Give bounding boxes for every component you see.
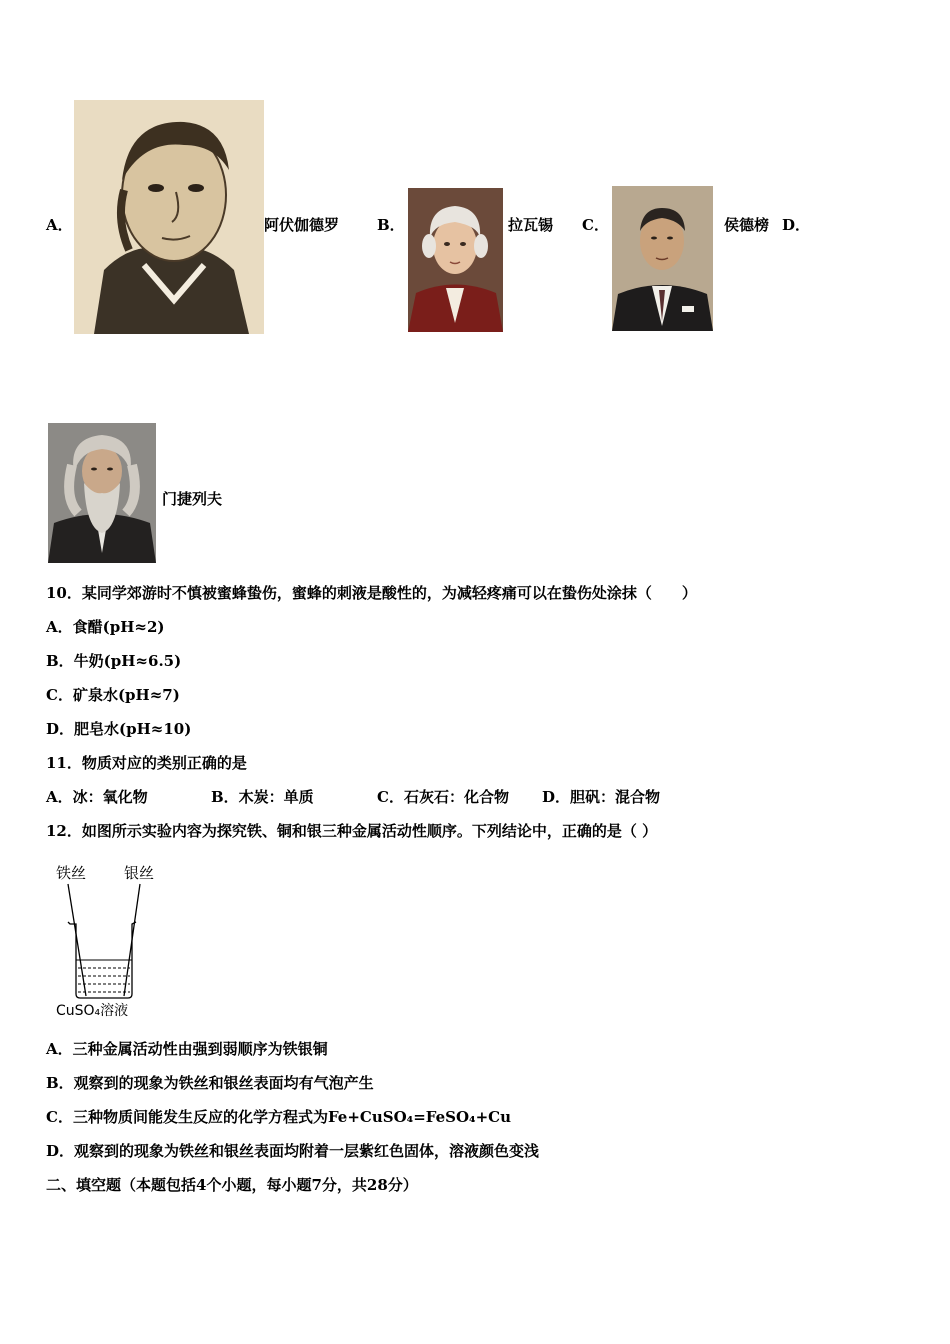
option-b-name: 拉瓦锡: [508, 216, 554, 234]
q12-option-d: D．观察到的现象为铁丝和银丝表面均附着一层紫红色固体，溶液颜色变浅: [46, 1142, 540, 1160]
q10-stem: 10．某同学郊游时不慎被蜜蜂蛰伤，蜜蜂的刺液是酸性的，为减轻疼痛可以在蛰伤处涂抹（ ）: [46, 584, 697, 602]
q10-option-b: B．牛奶(pH≈6.5): [46, 652, 182, 670]
option-b-letter: B．: [377, 216, 405, 234]
option-a-name: 阿伏伽德罗: [264, 216, 340, 234]
option-d-name: 门捷列夫: [162, 490, 223, 508]
q11-option-a: A．冰：氧化物: [46, 788, 148, 806]
q12-option-a: A．三种金属活动性由强到弱顺序为铁银铜: [46, 1040, 328, 1058]
section-heading-fill-in: 二、填空题（本题包括4个小题，每小题7分，共28分）: [46, 1176, 418, 1194]
portrait-avogadro: [74, 100, 264, 334]
q11-option-d: D．胆矾：混合物: [542, 788, 661, 806]
q11-option-c: C．石灰石：化合物: [377, 788, 509, 806]
experiment-figure: [52, 860, 172, 1022]
q12-option-b: B．观察到的现象为铁丝和银丝表面均有气泡产生: [46, 1074, 374, 1092]
q12-stem: 12．如图所示实验内容为探究铁、铜和银三种金属活动性顺序。下列结论中，正确的是（ ）: [46, 822, 658, 840]
option-c-name: 侯德榜: [724, 216, 770, 234]
option-d-letter: D．: [782, 216, 811, 234]
q11-stem: 11．物质对应的类别正确的是: [46, 754, 247, 772]
q12-option-c-formula: Fe+CuSO₄=FeSO₄+Cu: [327, 1108, 512, 1126]
q10-option-c: C．矿泉水(pH≈7): [46, 686, 180, 704]
q10-option-d: D．肥皂水(pH≈10): [46, 720, 192, 738]
label-silver-wire: 银丝: [124, 864, 155, 882]
option-c-letter: C．: [582, 216, 609, 234]
portrait-mendeleev: [48, 423, 156, 563]
option-a-letter: A．: [46, 216, 73, 234]
portrait-lavoisier: [408, 188, 503, 332]
label-cuso4-solution: CuSO₄溶液: [56, 1003, 129, 1019]
q12-option-c-text: C．三种物质间能发生反应的化学方程式为: [46, 1108, 328, 1126]
label-iron-wire: 铁丝: [56, 864, 87, 882]
q11-option-b: B．木炭：单质: [211, 788, 314, 806]
q10-option-a: A．食醋(pH≈2): [46, 618, 165, 636]
portrait-hou-debang: [612, 186, 713, 331]
q12-option-c: [46, 1107, 511, 1127]
